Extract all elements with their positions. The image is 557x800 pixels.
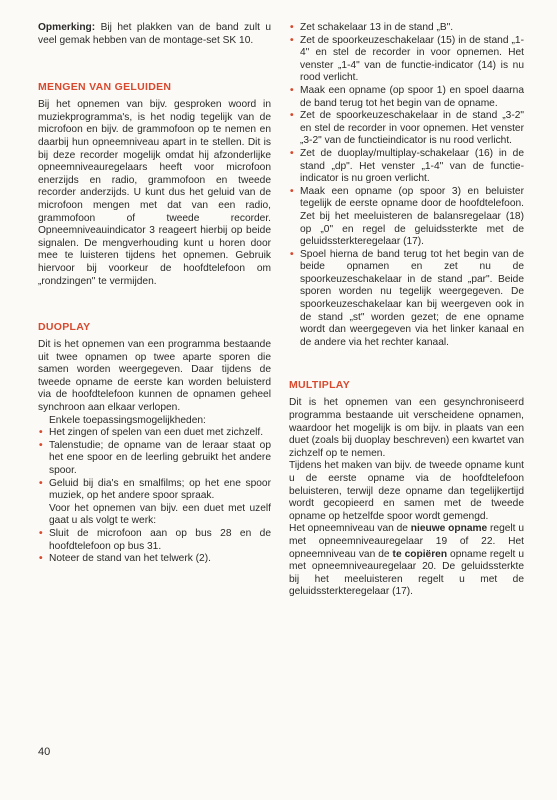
list-item: • Maak een opname (op spoor 1) en spoel daarna de band terug tot het begin van de opname. <box>290 84 524 109</box>
list-item: • Geluid bij dia's en smalfilms; op het ene spoor muziek, op het andere spoor spraak. <box>39 477 271 502</box>
bullet-icon: • <box>290 22 294 33</box>
bullet-icon: • <box>290 84 294 96</box>
list-item: • Zet de spoorkeuzeschakelaar (15) in de stand „1-4" en stel de recorder in voor opnemen. Het venster „1-4" van de functie-indicator (14) is nu rood verlicht. <box>290 34 524 84</box>
bullet-icon: • <box>290 248 294 260</box>
bullet-icon: • <box>39 553 43 565</box>
mengen-heading: MENGEN VAN GELUIDEN <box>38 81 172 94</box>
emphasis-new-recording: nieuwe opname <box>410 523 488 535</box>
multiplay-paragraph-3: Het opneemniveau van de nieuwe opname regelt u met opneemniveauregelaar 19 of 22. Het opneemniveau van de te copiëren opname regelt u met opneemniveauregelaar 20. De geluidssterkte bij het meeluisteren regelt u met de geluidssterkteregelaar (17). <box>289 523 525 598</box>
page-number: 40 <box>38 746 51 758</box>
list-item: • Sluit de microfoon aan op bus 28 en de hoofdtelefoon op bus 31. <box>39 528 271 552</box>
bullet-icon: • <box>290 34 294 46</box>
list-item: • Noteer de stand van het telwerk (2). <box>39 553 211 565</box>
duoplay-heading: DUOPLAY <box>38 321 91 334</box>
bullet-icon: • <box>39 427 43 439</box>
note-label: Opmerking: <box>38 22 96 33</box>
duoplay-steps-list <box>38 528 271 566</box>
left-column <box>38 22 271 566</box>
bullet-icon: • <box>290 147 294 159</box>
list-item: • Zet de duoplay/multiplay-schakelaar (16) in de stand „dp". Het venster „1-4" van de functie-indicator is nu groen verlicht. <box>290 147 524 185</box>
emphasis-to-copy: te copiëren <box>392 548 448 560</box>
bullet-icon: • <box>290 185 294 197</box>
right-column <box>289 22 524 599</box>
list-item: • Maak een opname (op spoor 3) en beluister tegelijk de eerste opname door de hoofdtelefoon. Zet bij het meeluisteren de balansregelaar (18) op „0" en regel de geluidssterkte met de geluidssterkteregelaar (17). <box>290 185 524 248</box>
note-text: Bij het plakken van de band zult u veel gemak hebben van de montage-set SK 10. <box>38 22 271 46</box>
mengen-paragraph: Bij het opnemen van bijv. gesproken woord in muziekprogramma's, is het nodig tegelijk van de microfoon en bijv. de grammofoon op te nemen en daarbij hun opneemniveau apart in te stellen. Dit is bij deze recorder mogelijk omdat hij afzonderlijke opneemniveauregelaars heeft voor microfoon enerzijds en radio, grammofoon en tweede recorder anderzijds. U kunt dus het geluid van de microfoon mengen met dat van een radio, grammofoon of tweede recorder. Opneemniveauindicator 3 reageert hierbij op beide signalen. De mengverhouding kunt u horen door mee te luisteren tijdens het opnemen. Gebruik hiervoor bij voorkeur de hoofdtelefoon om „rondzingen" te vermijden. <box>38 99 271 287</box>
list-item: • Het zingen of spelen van een duet met zichzelf. <box>39 427 264 439</box>
bullet-icon: • <box>39 439 43 451</box>
duoplay-examples-intro: Enkele toepassingsmogelijkheden: <box>49 414 206 426</box>
multiplay-heading: MULTIPLAY <box>289 379 351 392</box>
list-item: • Talenstudie; de opname van de leraar staat op het ene spoor en de leerling gebruikt het andere spoor. <box>39 439 271 477</box>
duoplay-paragraph: Dit is het opnemen van een programma bestaande uit twee opnamen op twee aparte sporen die samen worden weergegeven. Daar tijdens de tweede opname de eerste kan worden beluisterd via de hoofdtelefoon kunnen de opnamen geheel synchroon aan elkaar verlopen. <box>38 339 271 414</box>
duoplay-steps-continued <box>289 22 524 349</box>
list-item: • Spoel hierna de band terug tot het begin van de beide opnamen en zet nu de spoorkeuzeschakelaar in de stand „par". Beide sporen worden nu tegelijk weergegeven. De spoorkeuzeschakelaar kan bij weergeven ook in de stand „st" worden gezet; de ene opname wordt dan weergegeven via het linker kanaal en de andere via het rechter kanaal. <box>290 248 524 348</box>
bullet-icon: • <box>39 477 43 489</box>
bullet-icon: • <box>290 110 294 122</box>
bullet-icon: • <box>39 528 43 539</box>
list-item: • Zet de spoorkeuzeschakelaar in de stand „3-2" en stel de recorder in voor opnemen. Het venster „3-2" van de functieindicator is nu rood verlicht. <box>290 110 524 147</box>
duoplay-procedure-intro: Voor het opnemen van bijv. een duet met uzelf gaat u als volgt te werk: <box>49 502 271 527</box>
note-paragraph <box>38 22 271 47</box>
duoplay-examples-list <box>38 427 271 503</box>
multiplay-paragraph-2: Tijdens het maken van bijv. de tweede opname kunt u de eerste opname via de hoofdtelefoon beluisteren, terwijl deze opname dan tegelijkertijd wordt gecopieerd en samen met de tweede opname op hetzelfde spoor wordt gemengd. <box>289 460 524 522</box>
list-item: • Zet schakelaar 13 in de stand „B". <box>290 22 454 33</box>
multiplay-paragraph-1: Dit is het opnemen van een gesynchroniseerd programma bestaande uit verscheidene opnamen, waardoor het mogelijk is om bijv. in plaats van een duet (zoals bij duoplay beschreven) een kwartet van zichzelf op te nemen. <box>289 397 525 459</box>
